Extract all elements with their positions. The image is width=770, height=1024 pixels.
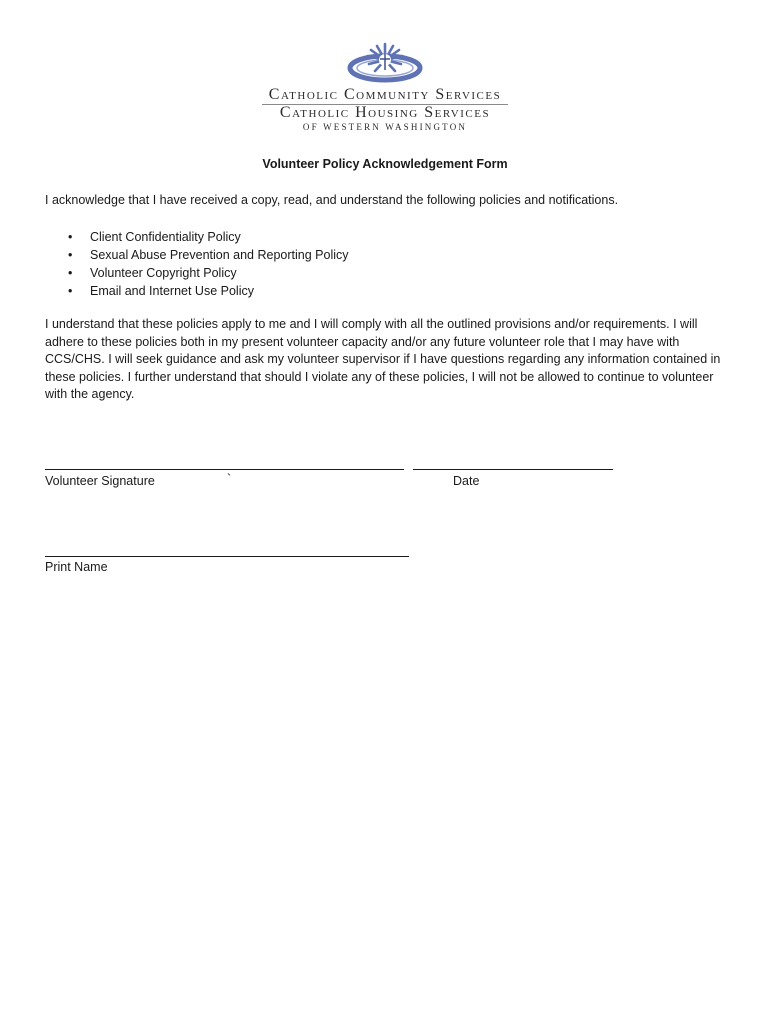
date-label: Date <box>453 474 480 488</box>
date-line[interactable] <box>413 469 613 470</box>
org-logo <box>0 40 770 86</box>
logo-emblem-icon <box>343 40 427 86</box>
list-item <box>45 282 349 300</box>
print-name-label: Print Name <box>45 560 108 574</box>
bullet-icon: • <box>68 230 73 244</box>
list-item <box>45 246 349 264</box>
volunteer-signature-line[interactable] <box>45 469 404 470</box>
stray-mark: ` <box>227 472 232 486</box>
policy-list <box>45 228 349 300</box>
volunteer-signature-label: Volunteer Signature <box>45 474 155 488</box>
list-item <box>45 228 349 246</box>
bullet-icon: • <box>68 284 73 298</box>
org-name-housing-services: Catholic Housing Services <box>279 104 491 121</box>
print-name-line[interactable] <box>45 556 409 557</box>
org-name-community-services: Catholic Community Services <box>268 86 502 103</box>
policy-name: Email and Internet Use Policy <box>90 284 254 298</box>
list-item <box>45 264 349 282</box>
org-region: OF WESTERN WASHINGTON <box>302 122 468 132</box>
form-title: Volunteer Policy Acknowledgement Form <box>262 157 508 171</box>
policy-name: Volunteer Copyright Policy <box>90 266 237 280</box>
policy-name: Sexual Abuse Prevention and Reporting Policy <box>90 248 349 262</box>
intro-text: I acknowledge that I have received a copy, read, and understand the following policies and notifications. <box>45 193 619 207</box>
agreement-paragraph: I understand that these policies apply to me and I will comply with all the outlined provisions and/or requirements. I will adhere to these policies both in my present volunteer capacity and/or any future volunteer role that I may have with CCS/CHS. I will seek guidance and ask my volunteer supervisor if I have questions regarding any information contained in these policies. I further understand that should I violate any of these policies, I will not be allowed to continue to volunteer with the agency. <box>45 317 721 401</box>
bullet-icon: • <box>68 266 73 280</box>
bullet-icon: • <box>68 248 73 262</box>
policy-name: Client Confidentiality Policy <box>90 230 241 244</box>
